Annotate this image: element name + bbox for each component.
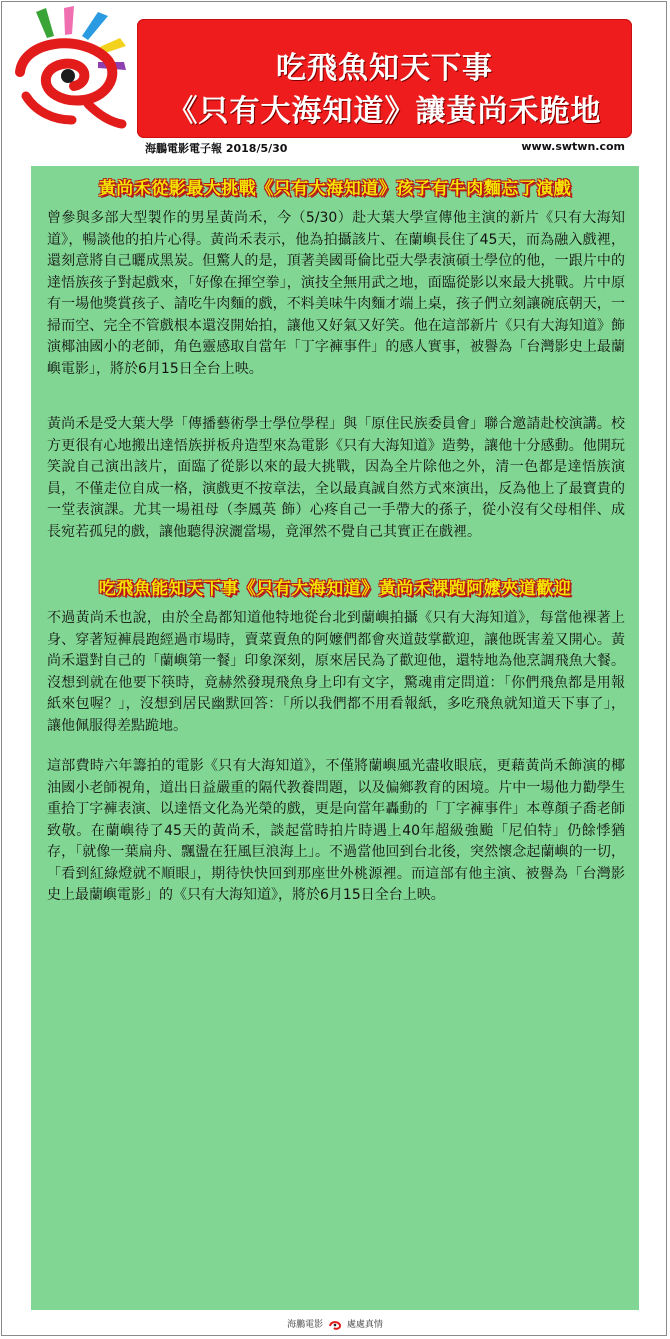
seapeng-mini-logo-icon xyxy=(328,1319,342,1331)
paragraph-1: 曾參與多部大型製作的男星黃尚禾，今（5/30）赴大葉大學宣傳他主演的新片《只有大海知道》，暢談他的拍片心得。黃尚禾表示，他為拍攝該片、在蘭嶼長住了45天，而為融入戲裡，還刻意將自己曬成黑炭。但驚人的是，頂著美國哥倫比亞大學表演碩士學位的他，一跟片中的達悟族孩子對起戲來，「好像在揮空拳」，演技全無用武之地，面臨從影以來最大挑戰。片中原有一場他獎賞孩子、請吃牛肉麵的戲，不料美味牛肉麵才端上桌，孩子們立刻讓碗底朝天，一掃而空、完全不管戲根本還沒開始拍，讓他又好氣又好笑。他在這部新片《只有大海知道》飾演椰油國小的老師，角色靈感取自當年「丁字褲事件」的感人實事，被譽為「台灣影史上最蘭嶼電影」，將於6月15日全台上映。 xyxy=(47,210,625,377)
footer xyxy=(0,1317,670,1331)
section-title-2: 吃飛魚能知天下事《只有大海知道》黃尚禾裸跑阿嬤夾道歡迎 xyxy=(98,579,572,599)
paragraph-3: 不過黃尚禾也說，由於全島都知道他特地從台北到蘭嶼拍攝《只有大海知道》，每當他裸著上身、穿著短褲晨跑經過市場時，賣菜賣魚的阿嬤們都會夾道鼓掌歡迎，讓他既害羞又開心。黃尚禾還對自己的「蘭嶼第一餐」印象深刻，原來居民為了歡迎他，還特地為他烹調飛魚大餐。沒想到就在他要下筷時，竟赫然發現飛魚身上印有文字，驚魂甫定問道：「你們飛魚都是用報紙來包喔？」，沒想到居民幽默回答：「所以我們都不用看報紙，多吃飛魚就知道天下事了」，讓他佩服得差點跪地。 xyxy=(47,610,625,734)
website-url: www.swtwn.com xyxy=(521,140,625,153)
title-banner xyxy=(137,19,632,138)
footer-slogan: 處處真情 xyxy=(346,1320,383,1330)
paragraph-4: 這部費時六年籌拍的電影《只有大海知道》，不僅將蘭嶼風光盡收眼底，更藉黃尚禾飾演的椰油國小老師視角，道出日益嚴重的隔代教養問題，以及偏鄉教育的困境。片中一場他力勸學生重拾丁字褲表演、以達悟文化為光榮的戲，更是向當年轟動的「丁字褲事件」本尊顏子喬老師致敬。在蘭嶼待了45天的黃尚禾，談起當時拍片時遇上40年超級強颱「尼伯特」仍餘悸猶存，「就像一葉扁舟、飄盪在狂風巨浪海上」。不過當他回到台北後，突然懷念起蘭嶼的一切，「看到紅綠燈就不順眼」，期待快快回到那座世外桃源裡。而這部有他主演、被譽為「台灣影史上最蘭嶼電影」的《只有大海知道》，將於6月15日全台上映。 xyxy=(47,758,625,903)
paragraph-2: 黃尚禾是受大葉大學「傳播藝術學士學位學程」與「原住民族委員會」聯合邀請赴校演講。校方更很有心地搬出達悟族拼板舟造型來為電影《只有大海知道》造勢，讓他十分感動。他開玩笑說自己演出該片，面臨了從影以來的最大挑戰，因為全片除他之外，清一色都是達悟族演員，不僅走位自成一格，演戲更不按章法，全以最真誠自然方式來演出，反為他上了最寶貴的一堂表演課。尤其一場祖母（李鳳英 飾）心疼自己一手帶大的孫子，從小沒有父母相伴、成長宛若孤兒的戲，讓他聽得淚灑當場，竟渾然不覺自己其實正在戲裡。 xyxy=(47,416,625,540)
section-title-1: 黃尚禾從影最大挑戰《只有大海知道》孩子有牛肉麵忘了演戲 xyxy=(98,179,572,199)
footer-brand: 海鵬電影 xyxy=(287,1320,324,1330)
seapeng-logo-icon xyxy=(2,0,142,130)
headline-line-1: 吃飛魚知天下事 xyxy=(276,51,493,86)
headline-line-2: 《只有大海知道》讓黃尚禾跪地 xyxy=(167,94,602,129)
source-date: 海鵬電影電子報 2018/5/30 xyxy=(145,142,288,155)
article-body xyxy=(31,166,639,1310)
